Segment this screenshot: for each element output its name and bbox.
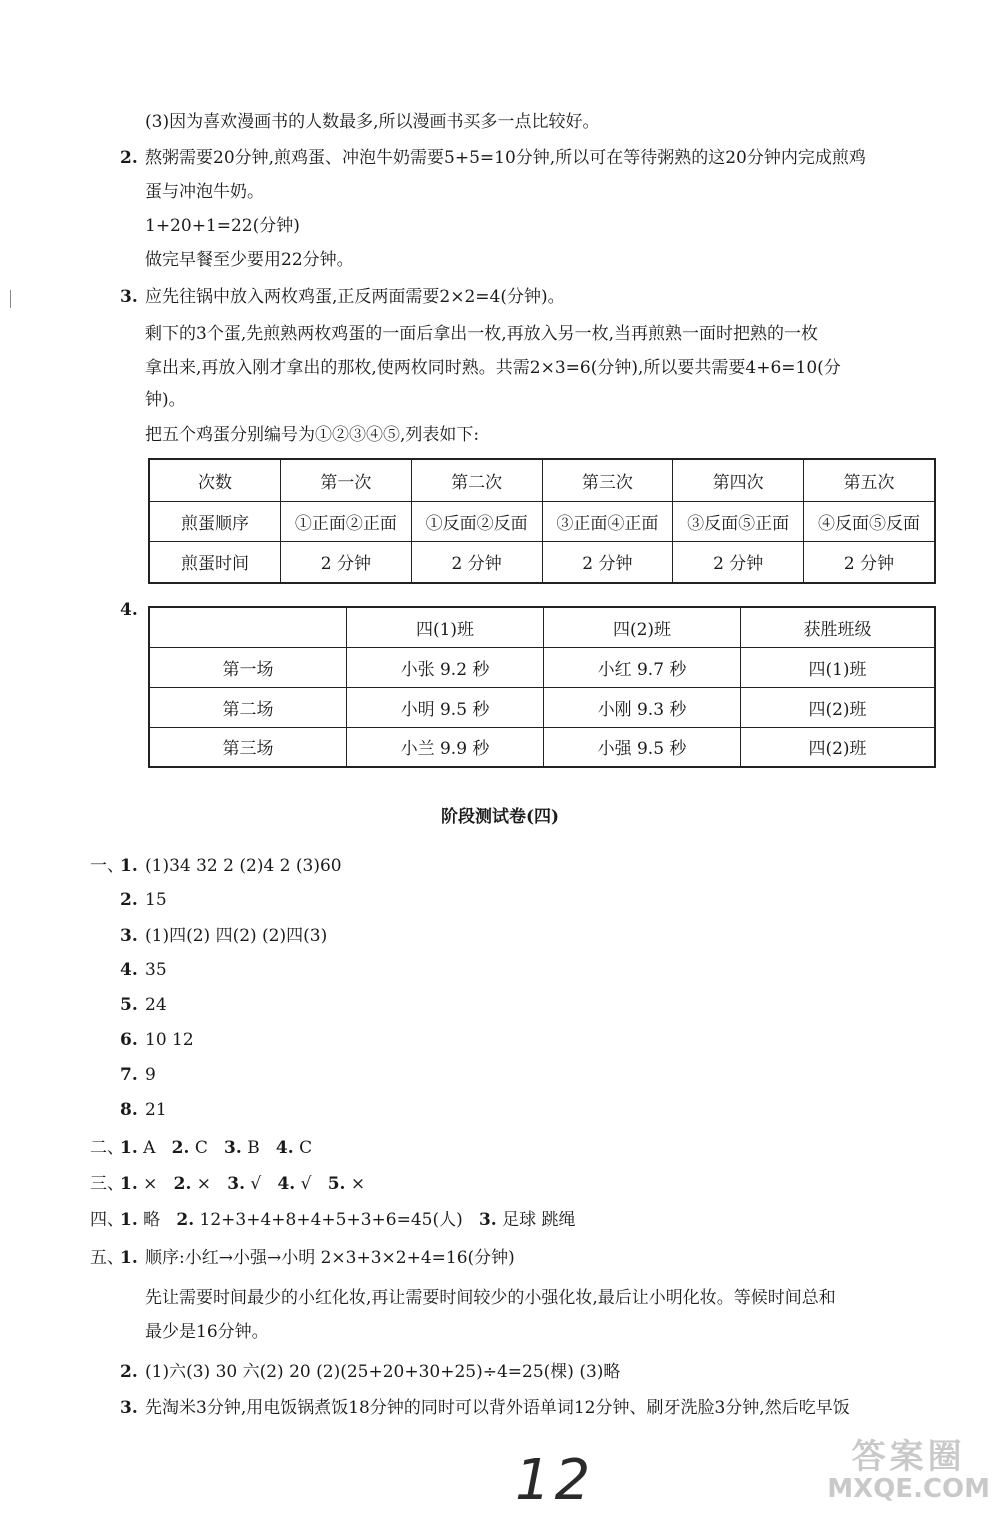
table-header-cell: 获胜班级 (741, 607, 936, 647)
question-number: 5. (327, 1174, 346, 1194)
table-header-cell (149, 607, 347, 647)
question-number: 3. (478, 1210, 497, 1230)
section-label: 一、 (90, 856, 124, 876)
answer-q2-line1: 熬粥需要20分钟,煎鸡蛋、冲泡牛奶需要5+5=10分钟,所以可在等待粥熟的这20分钟内完成煎鸡 (145, 148, 866, 168)
question-number: 2. (171, 1138, 190, 1158)
table-cell: 2 分钟 (804, 541, 935, 583)
table-cell: 2 分钟 (411, 541, 542, 583)
answer: 9 (145, 1065, 156, 1085)
answer: C (299, 1138, 313, 1158)
table-cell: ④反面⑤反面 (804, 501, 935, 541)
race-results-table (148, 606, 936, 768)
question-number: 3. (120, 1398, 138, 1418)
answer: 10 12 (145, 1030, 194, 1050)
question-number: 1. (120, 1138, 138, 1158)
row-label: 煎蛋顺序 (149, 501, 281, 541)
question-number: 7. (120, 1065, 138, 1085)
egg-frying-table (148, 458, 936, 584)
table-header-row (149, 459, 935, 501)
watermark (827, 1429, 990, 1504)
table-header-cell: 四(1)班 (347, 607, 544, 647)
question-number: 8. (120, 1100, 138, 1120)
answer: 12+3+4+8+4+5+3+6=45(人) (199, 1210, 463, 1230)
section-3-answers (120, 1172, 365, 1196)
table-row (149, 727, 935, 767)
table-row (149, 647, 935, 687)
answer-q1-3: (3)因为喜欢漫画书的人数最多,所以漫画书买多一点比较好。 (145, 112, 600, 132)
table-cell: 四(2)班 (741, 727, 936, 767)
table-cell: 第二场 (149, 687, 347, 727)
section-label: 二、 (90, 1138, 124, 1158)
table-header-cell: 第一次 (281, 459, 412, 501)
answer-q3-line4: 钟)。 (145, 390, 186, 410)
table-cell: ③反面⑤正面 (673, 501, 804, 541)
answer: 15 (145, 890, 167, 910)
question-number: 2. (120, 890, 138, 910)
table-header-cell: 次数 (149, 459, 281, 501)
answer-s5-q3: 先淘米3分钟,用电饭锅煮饭18分钟的同时可以背外语单词12分钟、刷牙洗脸3分钟,然后吃早饭 (145, 1398, 850, 1418)
question-number: 4. (277, 1174, 296, 1194)
answer-q3-line2: 剩下的3个蛋,先煎熟两枚鸡蛋的一面后拿出一枚,再放入另一枚,当再煎熟一面时把熟的一枚 (145, 324, 819, 344)
table-cell: ①反面②反面 (411, 501, 542, 541)
answer: 足球 跳绳 (502, 1210, 576, 1230)
table-header-cell: 第五次 (804, 459, 935, 501)
question-number: 3. (120, 287, 138, 307)
question-number: 3. (224, 1138, 242, 1158)
question-number: 2. (173, 1174, 192, 1194)
answer-s5-q1-line3: 最少是16分钟。 (145, 1322, 269, 1342)
question-number: 4. (120, 960, 138, 980)
table-row (149, 501, 935, 541)
watermark-url: MXQE.COM (827, 1474, 990, 1504)
question-number: 1. (120, 1210, 138, 1230)
answer: 21 (145, 1100, 167, 1120)
table-row (149, 687, 935, 727)
section-label: 五、 (90, 1248, 124, 1268)
answer: 35 (145, 960, 167, 980)
answer: × (350, 1174, 366, 1194)
answer-q2-line2: 蛋与冲泡牛奶。 (145, 182, 264, 202)
table-cell: 小明 9.5 秒 (347, 687, 544, 727)
answer-q3-line1: 应先往锅中放入两枚鸡蛋,正反两面需要2×2=4(分钟)。 (145, 287, 565, 307)
answer-q2-line3: 1+20+1=22(分钟) (145, 216, 300, 236)
answer-q2-line4: 做完早餐至少要用22分钟。 (145, 250, 354, 270)
answer: A (143, 1138, 156, 1158)
section-title: 阶段测试卷(四) (440, 807, 560, 827)
question-number: 5. (120, 995, 138, 1015)
answer: (1)四(2) 四(2) (2)四(3) (145, 926, 328, 946)
answer: √ (250, 1174, 262, 1194)
answer-q3-line3: 拿出来,再放入刚才拿出的那枚,使两枚同时熟。共需2×3=6(分钟),所以要共需要4+6=10(分 (145, 358, 841, 378)
answer: C (194, 1138, 208, 1158)
table-cell: 第一场 (149, 647, 347, 687)
question-number: 6. (120, 1030, 138, 1050)
answer: B (247, 1138, 260, 1158)
question-number: 1. (120, 1174, 138, 1194)
answer: 略 (143, 1210, 161, 1230)
section-2-answers (120, 1136, 312, 1160)
table-cell: 小兰 9.9 秒 (347, 727, 544, 767)
answer-s5-q1-line1: 顺序:小红→小强→小明 2×3+3×2+4=16(分钟) (145, 1248, 515, 1268)
answer: × (196, 1174, 212, 1194)
question-number: 1. (120, 1248, 138, 1268)
table-cell: 小张 9.2 秒 (347, 647, 544, 687)
table-cell: 2 分钟 (673, 541, 804, 583)
table-cell: ①正面②正面 (281, 501, 412, 541)
section-label: 三、 (90, 1174, 124, 1194)
margin-mark (10, 290, 11, 308)
table-cell: 2 分钟 (542, 541, 673, 583)
table-cell: ③正面④正面 (542, 501, 673, 541)
table-row (149, 541, 935, 583)
table-header-cell: 四(2)班 (544, 607, 741, 647)
question-number: 4. (120, 600, 138, 620)
table-header-cell: 第二次 (411, 459, 542, 501)
page-number: 12 (515, 1448, 595, 1513)
table-cell: 2 分钟 (281, 541, 412, 583)
table-header-cell: 第三次 (542, 459, 673, 501)
watermark-text: 答案圈 (851, 1437, 966, 1477)
table-cell: 小红 9.7 秒 (544, 647, 741, 687)
table-cell: 小强 9.5 秒 (544, 727, 741, 767)
section-label: 四、 (90, 1210, 124, 1230)
question-number: 1. (120, 856, 138, 876)
table-cell: 四(2)班 (741, 687, 936, 727)
question-number: 2. (120, 148, 138, 168)
table-header-row (149, 607, 935, 647)
answer: 24 (145, 995, 167, 1015)
question-number: 2. (120, 1362, 138, 1382)
answer: × (143, 1174, 158, 1194)
question-number: 3. (120, 926, 138, 946)
table-cell: 四(1)班 (741, 647, 936, 687)
answer: (1)34 32 2 (2)4 2 (3)60 (145, 856, 342, 876)
answer-s5-q2: (1)六(3) 30 六(2) 20 (2)(25+20+30+25)÷4=25(棵) (3)略 (145, 1362, 621, 1382)
table-cell: 小刚 9.3 秒 (544, 687, 741, 727)
row-label: 煎蛋时间 (149, 541, 281, 583)
table-header-cell: 第四次 (673, 459, 804, 501)
question-number: 4. (275, 1138, 294, 1158)
answer-q3-line5: 把五个鸡蛋分别编号为①②③④⑤,列表如下: (145, 425, 480, 445)
table-cell: 第三场 (149, 727, 347, 767)
section-4-answers (120, 1208, 576, 1232)
answer: √ (300, 1174, 312, 1194)
question-number: 3. (227, 1174, 245, 1194)
question-number: 2. (176, 1210, 195, 1230)
answer-s5-q1-line2: 先让需要时间最少的小红化妆,再让需要时间较少的小强化妆,最后让小明化妆。等候时间总和 (145, 1288, 836, 1308)
